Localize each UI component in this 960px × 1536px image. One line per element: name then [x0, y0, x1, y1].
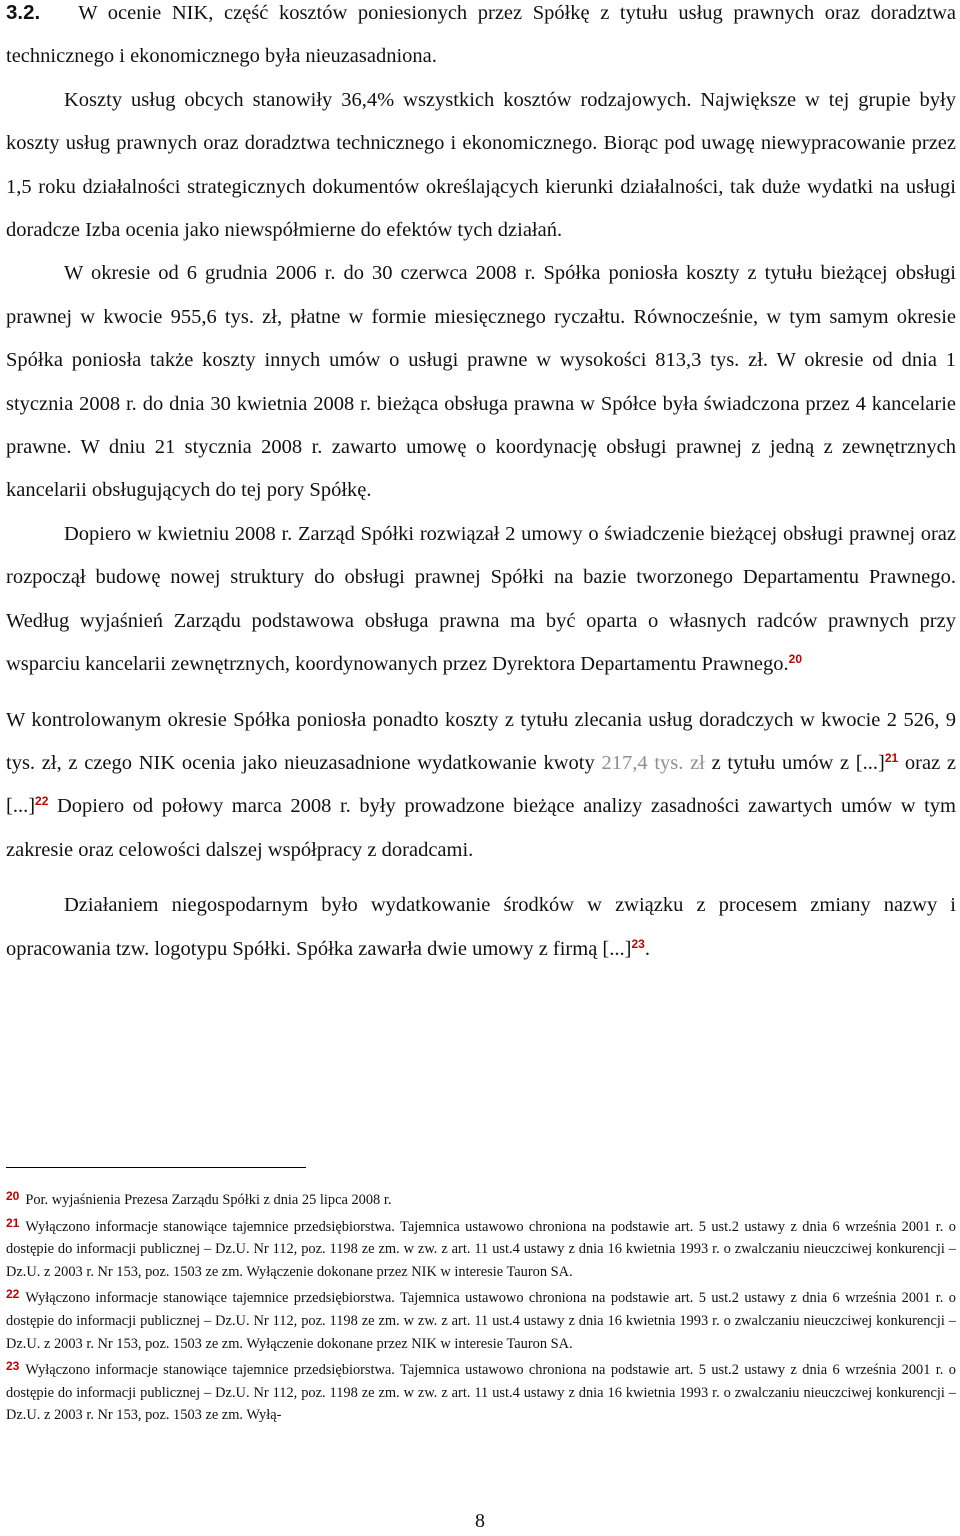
- footnote-mark: 23: [6, 1359, 20, 1374]
- footnote-separator: [6, 1167, 306, 1168]
- paragraph-4: [6, 699, 956, 873]
- paragraph-4-text-a: W kontrolowanym okresie Spółka poniosła ponadto koszty z tytułu zlecania usług doradczych w kwocie 2 526, 9 tys. zł, z czego NIK ocenia jako nieuzasadnione wydatkowanie kwoty: [6, 708, 956, 774]
- paragraph-5-text: Działaniem niegospodarnym było wydatkowanie środków w związku z procesem zmiany nazwy i opracowania tzw. logotypu Spółki. Spółka zawarła dwie umowy z firmą [...]: [6, 894, 956, 960]
- paragraph-3: [6, 513, 956, 687]
- footnote-ref-23[interactable]: 23: [631, 936, 645, 951]
- footnote-22: [6, 1283, 956, 1355]
- footnote-ref-21[interactable]: 21: [884, 750, 899, 765]
- footnotes-section: [6, 1185, 956, 1427]
- section-number: 3.2.: [6, 1, 41, 24]
- footnote-ref-20[interactable]: 20: [788, 652, 803, 667]
- footnote-20: [6, 1185, 956, 1212]
- highlighted-amount: 217,4 tys. zł: [601, 751, 705, 774]
- footnote-ref-22[interactable]: 22: [35, 794, 49, 809]
- footnote-mark: 20: [6, 1189, 20, 1203]
- footnote-21: [6, 1212, 956, 1284]
- paragraph-5: [6, 884, 956, 971]
- section-heading: [6, 0, 956, 79]
- page-number: 8: [475, 1510, 485, 1532]
- footnote-text: Wyłączono informacje stanowiące tajemnice przedsiębiorstwa. Tajemnica ustawowo chroniona na podstawie art. 5 ust.2 ustawy z dnia 6 września 2001 r. o dostępie do informacji publicznej – Dz.U. Nr 112, poz. 1198 ze zm. w zw. z art. 11 ust.4 ustawy z dnia 16 kwietnia 1993 r. o zwalczaniu nieuczciwej konkurencji – Dz.U. z 2003 r. Nr 153, poz. 1503 ze zm. Wyłą-: [6, 1362, 956, 1424]
- footnote-mark: 21: [6, 1215, 20, 1230]
- paragraph-4-text-b: z tytułu umów z [...]: [704, 751, 885, 774]
- section-heading-text: W ocenie NIK, część kosztów poniesionych przez Spółkę z tytułu usług prawnych oraz doradztwa technicznego i ekonomicznego była nieuzasadniona.: [6, 2, 956, 68]
- footnote-23: [6, 1355, 956, 1427]
- paragraph-1: Koszty usług obcych stanowiły 36,4% wszystkich kosztów rodzajowych. Największe w tej grupie były koszty usług prawnych oraz doradztwa technicznego i ekonomicznego. Biorąc pod uwagę niewypracowanie przez 1,5 roku działalności strategicznych dokumentów określających kierunki działalności, tak duże wydatki na usługi doradcze Izba ocenia jako niewspółmierne do efektów tych działań.: [6, 88, 956, 242]
- footnote-text: Wyłączono informacje stanowiące tajemnice przedsiębiorstwa. Tajemnica ustawowo chroniona na podstawie art. 5 ust.2 ustawy z dnia 6 września 2001 r. o dostępie do informacji publicznej – Dz.U. Nr 112, poz. 1198 ze zm. w zw. z art. 11 ust.4 ustawy z dnia 16 kwietnia 1993 r. o zwalczaniu nieuczciwej konkurencji – Dz.U. z 2003 r. Nr 153, poz. 1503 ze zm. Wyłączenie dokonane przez NIK w interesie Tauron SA.: [6, 1290, 956, 1352]
- paragraph-4-text-d: Dopiero od połowy marca 2008 r. były prowadzone bieżące analizy zasadności zawartych umów w tym zakresie oraz celowości dalszej współpracy z doradcami.: [6, 795, 956, 861]
- paragraph-3-text: Dopiero w kwietniu 2008 r. Zarząd Spółki rozwiązał 2 umowy o świadczenie bieżącej obsługi prawnej oraz rozpoczął budowę nowej struktury do obsługi prawnej Spółki na bazie tworzonego Departamentu Prawnego. Według wyjaśnień Zarządu podstawowa obsługa prawna ma być oparta o własnych radców prawnych przy wsparciu kancelarii zewnętrznych, koordynowanych przez Dyrektora Departamentu Prawnego.: [6, 522, 956, 676]
- document-page: [6, 0, 956, 971]
- paragraph-4-text-c: oraz z [...]: [6, 751, 957, 818]
- footnote-text: Wyłączono informacje stanowiące tajemnice przedsiębiorstwa. Tajemnica ustawowo chroniona na podstawie art. 5 ust.2 ustawy z dnia 6 września 2001 r. o dostępie do informacji publicznej – Dz.U. Nr 112, poz. 1198 ze zm. w zw. z art. 11 ust.4 ustawy z dnia 16 kwietnia 1993 r. o zwalczaniu nieuczciwej konkurencji – Dz.U. z 2003 r. Nr 153, poz. 1503 ze zm. Wyłączenie dokonane przez NIK w interesie Tauron SA.: [6, 1218, 956, 1280]
- footnote-mark: 22: [6, 1287, 20, 1302]
- paragraph-5-end: .: [644, 937, 650, 960]
- footnote-text: Por. wyjaśnienia Prezesa Zarządu Spółki z dnia 25 lipca 2008 r.: [25, 1192, 392, 1208]
- paragraph-2: W okresie od 6 grudnia 2006 r. do 30 czerwca 2008 r. Spółka poniosła koszty z tytułu bieżącej obsługi prawnej w kwocie 955,6 tys. zł, płatne w formie miesięcznego ryczałtu. Równocześnie, w tym samym okresie Spółka poniosła także koszty innych umów o usługi prawne w wysokości 813,3 tys. zł. W okresie od dnia 1 stycznia 2008 r. do dnia 30 kwietnia 2008 r. bieżąca obsługa prawna w Spółce była świadczona przez 4 kancelarie prawne. W dniu 21 stycznia 2008 r. zawarto umowę o koordynację obsługi prawnej z jedną z zewnętrznych kancelarii obsługujących do tej pory Spółkę.: [6, 262, 956, 502]
